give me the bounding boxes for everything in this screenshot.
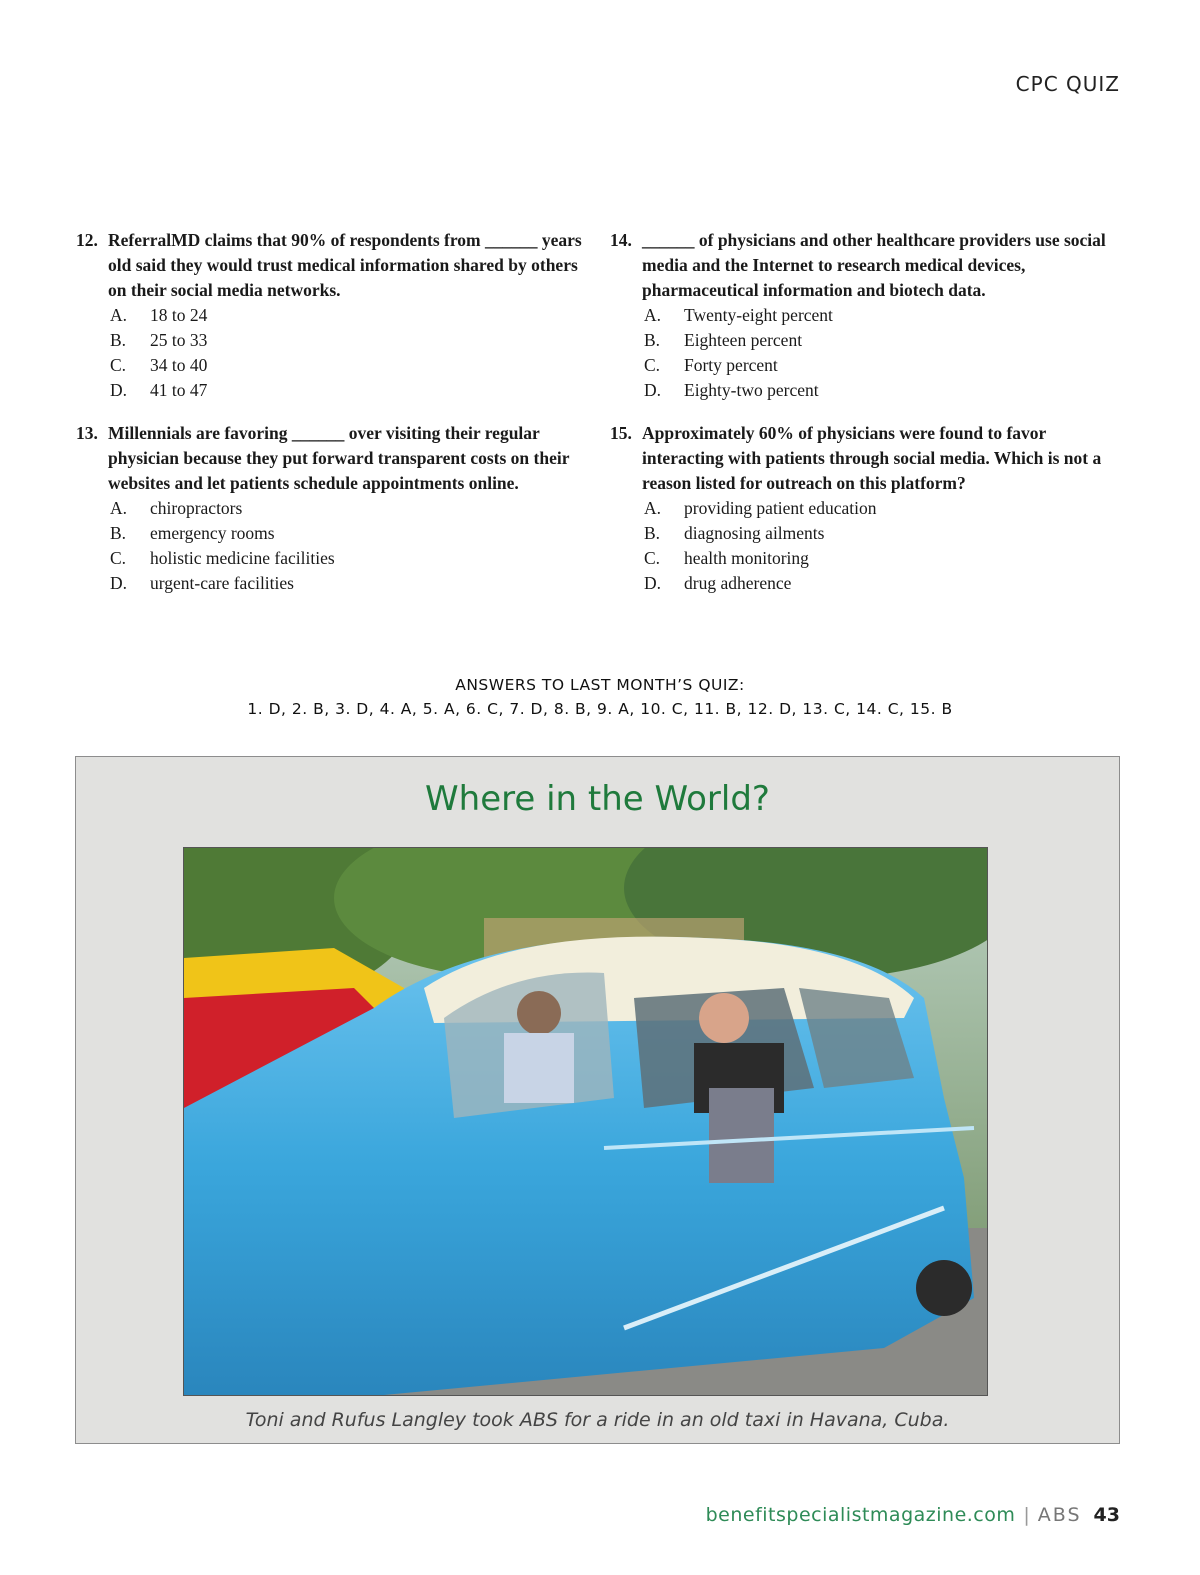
option-text: 25 to 33 xyxy=(150,330,208,350)
option-b xyxy=(610,521,1120,546)
footer-website: benefitspecialistmagazine.com xyxy=(705,1504,1016,1526)
question-12 xyxy=(76,228,586,403)
question-number: 13. xyxy=(76,423,98,443)
quiz-column-left xyxy=(76,228,586,614)
footer-magazine: ABS xyxy=(1037,1504,1082,1526)
option-text: Forty percent xyxy=(684,355,778,375)
option-letter: B. xyxy=(644,330,661,350)
option-d xyxy=(76,571,586,596)
answers-list: 1. D, 2. B, 3. D, 4. A, 5. A, 6. C, 7. D, 8. B, 9. A, 10. C, 11. B, 12. D, 13. C, 14. C, 15. B xyxy=(247,700,953,718)
answers-title: ANSWERS TO LAST MONTH’S QUIZ: xyxy=(455,676,745,694)
option-letter: B. xyxy=(110,330,127,350)
question-15 xyxy=(610,421,1120,596)
option-text: urgent-care facilities xyxy=(150,573,294,593)
option-text: diagnosing ailments xyxy=(684,523,825,543)
page-number: 43 xyxy=(1093,1504,1120,1526)
taxi-photo xyxy=(183,847,988,1396)
option-c xyxy=(610,353,1120,378)
option-b xyxy=(610,328,1120,353)
option-text: 34 to 40 xyxy=(150,355,208,375)
question-text: ______ of physicians and other healthcare providers use social media and the Internet to research medical devices, pharmaceutical information and biotech data. xyxy=(642,230,1106,300)
option-c xyxy=(610,546,1120,571)
option-text: health monitoring xyxy=(684,548,809,568)
option-letter: D. xyxy=(644,573,662,593)
option-letter: D. xyxy=(110,573,128,593)
option-text: holistic medicine facilities xyxy=(150,548,335,568)
option-letter: B. xyxy=(110,523,127,543)
option-text: emergency rooms xyxy=(150,523,275,543)
question-number: 15. xyxy=(610,423,632,443)
option-text: chiropractors xyxy=(150,498,243,518)
option-a xyxy=(76,303,586,328)
where-in-the-world-box xyxy=(75,756,1120,1444)
page-footer xyxy=(706,1504,1120,1526)
woman-figure xyxy=(517,991,561,1035)
woman-figure xyxy=(504,1033,574,1103)
magazine xyxy=(709,1088,774,1183)
option-d xyxy=(610,378,1120,403)
question-text: Approximately 60% of physicians were found to favor interacting with patients through social media. Which is not a reason listed for outreach on this platform? xyxy=(642,423,1102,493)
option-text: Eighty-two percent xyxy=(684,380,819,400)
option-letter: A. xyxy=(644,498,662,518)
option-letter: A. xyxy=(110,305,128,325)
question-number: 14. xyxy=(610,230,632,250)
photo-illustration xyxy=(184,848,987,1395)
option-letter: C. xyxy=(644,355,661,375)
quiz-column-right xyxy=(610,228,1120,614)
option-letter: A. xyxy=(644,305,662,325)
question-text: ReferralMD claims that 90% of respondents from ______ years old said they would trust medical information shared by others on their social media networks. xyxy=(108,230,582,300)
option-d xyxy=(76,378,586,403)
question-number: 12. xyxy=(76,230,98,250)
option-letter: C. xyxy=(110,355,127,375)
option-a xyxy=(610,303,1120,328)
wheel xyxy=(916,1260,972,1316)
question-13 xyxy=(76,421,586,596)
option-letter: D. xyxy=(110,380,128,400)
option-text: Twenty-eight percent xyxy=(684,305,833,325)
option-letter: C. xyxy=(110,548,127,568)
option-text: providing patient education xyxy=(684,498,877,518)
question-14 xyxy=(610,228,1120,403)
option-c xyxy=(76,546,586,571)
option-letter: B. xyxy=(644,523,661,543)
footer-separator: | xyxy=(1023,1504,1030,1526)
option-letter: C. xyxy=(644,548,661,568)
option-d xyxy=(610,571,1120,596)
feature-title: Where in the World? xyxy=(425,779,770,819)
option-text: 41 to 47 xyxy=(150,380,208,400)
option-b xyxy=(76,521,586,546)
section-label: CPC QUIZ xyxy=(1015,72,1120,96)
option-letter: A. xyxy=(110,498,128,518)
option-text: drug adherence xyxy=(684,573,792,593)
man-figure xyxy=(699,993,749,1043)
option-letter: D. xyxy=(644,380,662,400)
last-month-answers xyxy=(0,676,1200,718)
option-text: 18 to 24 xyxy=(150,305,208,325)
option-a xyxy=(76,496,586,521)
option-a xyxy=(610,496,1120,521)
option-b xyxy=(76,328,586,353)
option-c xyxy=(76,353,586,378)
question-text: Millennials are favoring ______ over visiting their regular physician because they put forward transparent costs on their websites and let patients schedule appointments online. xyxy=(108,423,570,493)
photo-caption: Toni and Rufus Langley took ABS for a ride in an old taxi in Havana, Cuba. xyxy=(245,1409,950,1431)
option-text: Eighteen percent xyxy=(684,330,803,350)
